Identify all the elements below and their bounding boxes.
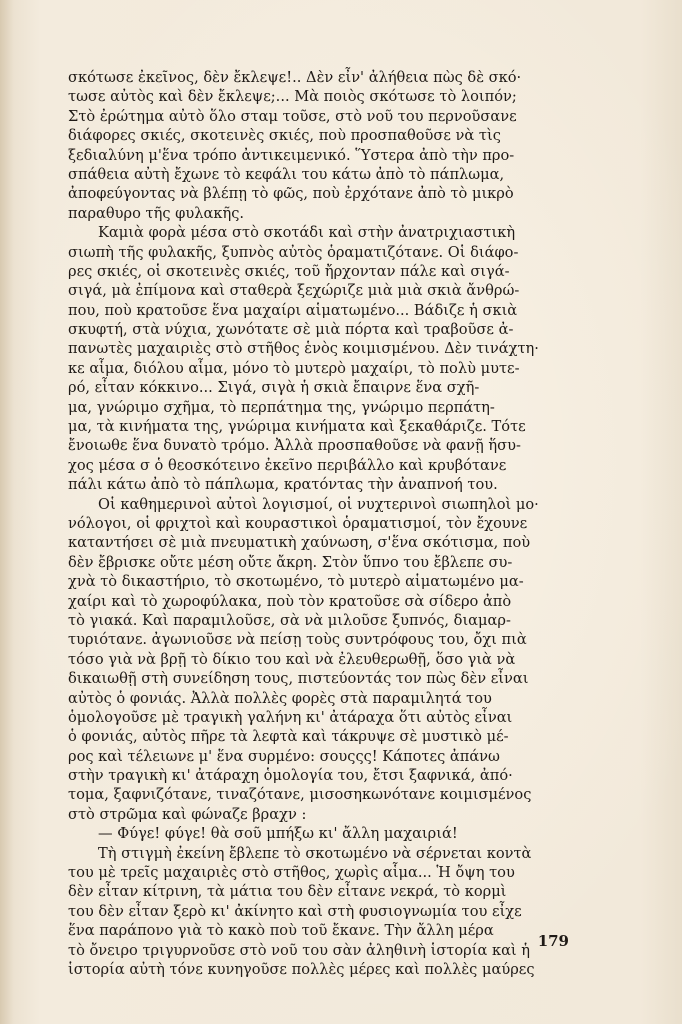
text-line: χνὰ τὸ δικαστήριο, τὸ σκοτωμένο, τὸ μυτερὸ αἱματωμένο μα- [68, 573, 524, 591]
text-line: Καμιὰ φορὰ μέσα στὸ σκοτάδι καὶ στὴν ἀνατριχιαστικὴ [98, 224, 516, 242]
text-line: τόσο γιὰ νὰ βρῇ τὸ δίκιο του καὶ νὰ ἐλευθερωθῇ, ὅσο γιὰ νὰ [68, 650, 516, 668]
text-line: ρος καὶ τέλειωνε μ' ἕνα συρμένο: σουςςς! Κάποτες ἀπάνω [68, 747, 500, 765]
text-line: μα, γνώριμο σχῆμα, τὸ περπάτημα της, γνώριμο περπάτη- [68, 398, 495, 416]
text-line: στὸ στρῶμα καὶ φώναζε βραχν : [68, 805, 307, 823]
text-line: κε αἷμα, διόλου αἷμα, μόνο τὸ μυτερὸ μαχαίρι, τὸ πολὺ μυτε- [68, 359, 520, 377]
text-line: ξεδιαλύνη μ'ἕνα τρόπο ἀντικειμενικό. Ὕστερα ἀπὸ τὴν προ- [68, 146, 515, 164]
text-line: μα, τὰ κινήματα της, γνώριμα κινήματα καὶ ξεκαθάριζε. Τότε [68, 418, 526, 436]
text-line: Οἱ καθημερινοὶ αὐτοὶ λογισμοί, οἱ νυχτερινοὶ σιωπηλοὶ μο· [98, 495, 539, 513]
text-line: δὲν εἶταν κίτρινη, τὰ μάτια του δὲν εἶτανε νεκρά, τὸ κορμὶ [68, 883, 507, 901]
page-text [68, 68, 574, 979]
text-line: ἱστορία αὐτὴ τόνε κυνηγοῦσε πολλὲς μέρες καὶ πολλὲς μαύρες [68, 960, 535, 978]
text-line: σιωπὴ τῆς φυλακῆς, ξυπνὸς αὐτὸς ὁραματιζότανε. Οἱ διάφο- [68, 243, 519, 261]
text-line: τὸ ὄνειρο τριγυρνοῦσε στὸ νοῦ του σὰν ἀληθινὴ ἱστορία καὶ ἡ [68, 941, 531, 959]
text-line: τὸ γιακά. Καὶ παραμιλοῦσε, σὰ νὰ μιλοῦσε ξυπνός, διαμαρ- [68, 611, 511, 629]
text-line: πανωτὲς μαχαιριὲς στὸ στῆθος ἑνὸς κοιμισμένου. Δὲν τινάχτη· [68, 340, 539, 358]
text-line: νόλογοι, οἱ φριχτοὶ καὶ κουραστικοὶ ὁραματισμοί, τὸν ἔχουνε [68, 514, 528, 532]
text-line: καταντήσει σὲ μιὰ πνευματικὴ χαύνωση, σ'ἕνα σκότισμα, ποὺ [68, 534, 531, 552]
text-line: παραθυρο τῆς φυλακῆς. [68, 204, 245, 222]
text-line: τυριότανε. ἀγωνιοῦσε νὰ πείσῃ τοὺς συντρόφους του, ὄχι πιὰ [68, 631, 527, 649]
text-line: ρό, εἶταν κόκκινο... Σιγά, σιγὰ ἡ σκιὰ ἔπαιρνε ἕνα σχῆ- [68, 379, 480, 397]
text-line: ὁ φονιάς, αὐτὸς πῆρε τὰ λεφτὰ καὶ τάκρυψε σὲ μυστικὸ μέ- [68, 728, 509, 746]
text-line: σιγά, μὰ ἐπίμονα καὶ σταθερὰ ξεχώριζε μιὰ μιὰ σκιὰ ἄνθρώ- [68, 282, 520, 300]
text-line: αὐτὸς ὁ φονιάς. Ἀλλὰ πολλὲς φορὲς στὰ παραμιλητά του [68, 689, 492, 707]
text-line: ὁμολογοῦσε μὲ τραγικὴ γαλήνη κι' ἀτάραχα ὅτι αὐτὸς εἶναι [68, 708, 513, 726]
text-line: Τὴ στιγμὴ ἐκείνη ἔβλεπε τὸ σκοτωμένο νὰ σέρνεται κοντὰ [98, 844, 532, 862]
text-line: δὲν ἔβρισκε οὔτε μέση οὔτε ἄκρη. Στὸν ὕπνο του ἔβλεπε συ- [68, 553, 513, 571]
text-line: που, ποὺ κρατοῦσε ἕνα μαχαίρι αἱματωμένο... Βάδιζε ἡ σκιὰ [68, 301, 518, 319]
text-line: του δὲν εἶταν ξερὸ κι' ἀκίνητο καὶ στὴ φυσιογνωμία του εἶχε [68, 902, 522, 920]
page-number: 179 [537, 932, 569, 950]
text-line: Στὸ ἐρώτημα αὐτὸ ὅλο σταμ τοῦσε, στὸ νοῦ του περνοῦσανε [68, 107, 517, 125]
text-line: σπάθεια αὐτὴ ἔχωνε τὸ κεφάλι του κάτω ἀπὸ τὸ πάπλωμα, [68, 165, 505, 183]
text-line: του μὲ τρεῖς μαχαιριὲς στὸ στῆθος, χωρὶς αἷμα... Ἡ ὄψη του [68, 864, 515, 882]
text-line: σκότωσε ἐκεῖνος, δὲν ἔκλεψε!.. Δὲν εἶν' ἀλήθεια πὼς δὲ σκό· [68, 69, 522, 86]
text-line: ἔνοιωθε ἕνα δυνατὸ τρόμο. Ἀλλὰ προσπαθοῦσε νὰ φανῇ ἥσυ- [68, 437, 521, 455]
text-line: στὴν τραγικὴ κι' ἀτάραχη ὁμολογία του, ἔτσι ξαφνικά, ἀπό· [68, 767, 513, 785]
text-line: σκυφτή, στὰ νύχια, χωνότατε σὲ μιὰ πόρτα καὶ τραβοῦσε ἀ- [68, 321, 514, 339]
text-line: πάλι κάτω ἀπὸ τὸ πάπλωμα, κρατόντας τὴν ἀναπνοή του. [68, 476, 498, 494]
text-line: ἕνα παράπονο γιὰ τὸ κακὸ ποὺ τοῦ ἔκανε. Τὴν ἄλλη μέρα [68, 922, 494, 940]
text-line: ρες σκιές, οἱ σκοτεινὲς σκιές, τοῦ ἤρχονταν πάλε καὶ σιγά- [68, 262, 510, 280]
text-line: τωσε αὐτὸς καὶ δὲν ἔκλεψε;... Μὰ ποιὸς σκότωσε τὸ λοιπόν; [68, 88, 517, 106]
text-line: δικαιωθῇ στὴ συνείδηση τους, πιστεύοντάς τον πὼς δὲν εἶναι [68, 670, 529, 688]
text-line: χος μέσα σ ὁ θεοσκότεινο ἐκεῖνο περιβάλλο καὶ κρυβότανε [68, 456, 507, 474]
text-line: — Φύγε! φύγε! θὰ σοῦ μπήξω κι' ἄλλη μαχαιριά! [98, 825, 458, 843]
text-line: χαίρι καὶ τὸ χωροφύλακα, ποὺ τὸν κρατοῦσε σὰ σίδερο ἀπὸ [68, 592, 512, 610]
text-line: τομα, ξαφνιζότανε, τιναζότανε, μισοσηκωνότανε κοιμισμένος [68, 786, 532, 804]
text-line: διάφορες σκιές, σκοτεινὲς σκιές, ποὺ προσπαθοῦσε νὰ τὶς [68, 127, 501, 145]
text-line: ἀποφεύγοντας νὰ βλέπῃ τὸ φῶς, ποὺ ἐρχότανε ἀπὸ τὸ μικρὸ [68, 185, 514, 203]
